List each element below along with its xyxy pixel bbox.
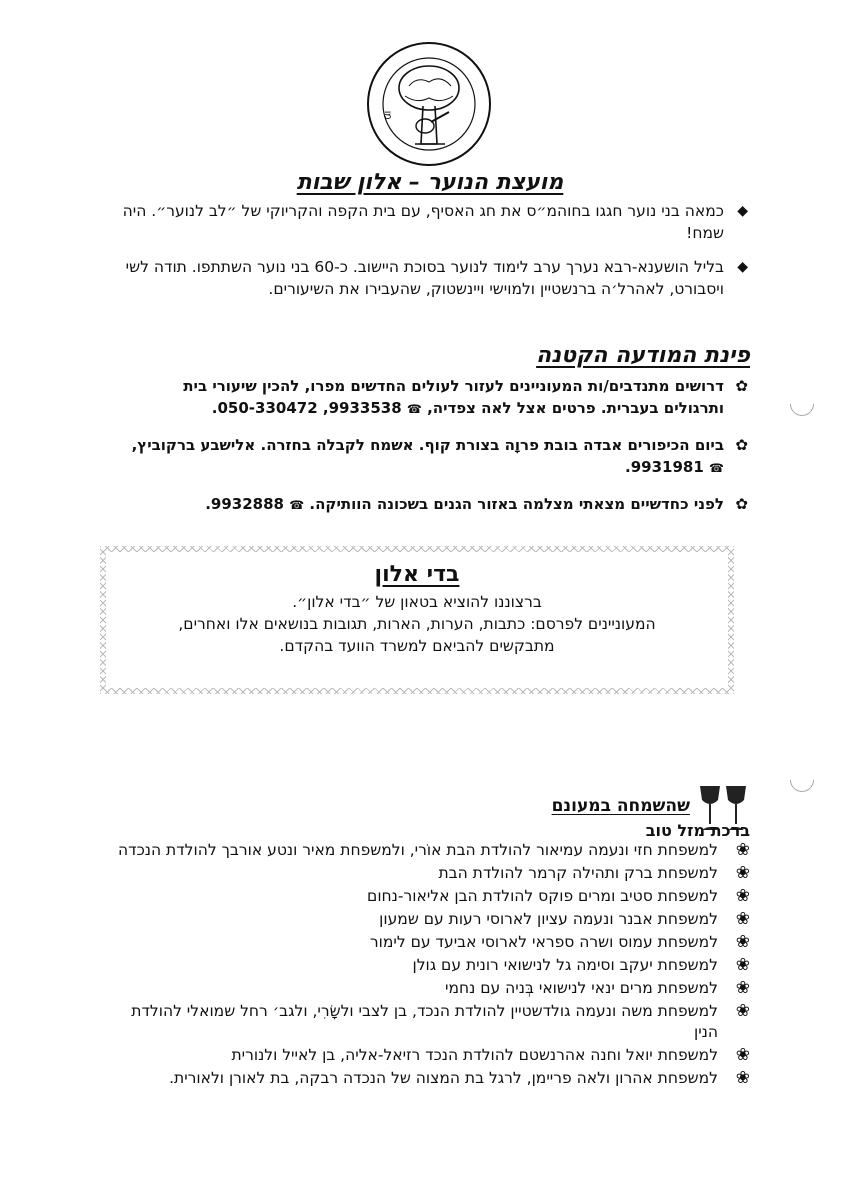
list-item: ❀ למשפחת מרים ינאי לנישואי בְּניה עם נחמי — [445, 978, 750, 998]
tree-guitar-emblem-icon — [365, 40, 493, 168]
flower-bullet-icon: ❀ — [735, 840, 750, 860]
punch-hole — [785, 387, 819, 421]
logo-ring-text: מו — [381, 110, 394, 121]
notice-box — [100, 546, 734, 694]
flower-bullet-icon: ✿ — [735, 495, 748, 513]
flower-bullet-icon: ❀ — [735, 932, 750, 952]
list-item: ❀ למשפחת סטיב ומרים פוקס להולדת הבן אליאור-נחום — [367, 886, 750, 906]
list-item: ❀ למשפחת חזי ונעמה עמיאור להולדת הבת אוֹרי, ולמשפחת מאיר ונטע אורבך להולדת הנכדה — [117, 840, 750, 860]
list-item: ✿ ביום הכיפורים אבדה בובת פרוָה בצורת קוף. אשמח לקבלה בחזרה. אלישבע ברקוביץ, ☎ 9931981. — [131, 436, 748, 476]
list-item: ❀ למשפחת יואל וחנה אהרנשטם להולדת הנכד רזיאל-אליה, בן לאייל ולנורית — [231, 1045, 750, 1065]
list-item: ❀ למשפחת ברק ותהילה קרמר להולדת הבת — [438, 863, 750, 883]
flower-bullet-icon: ❀ — [735, 886, 750, 906]
notice-title: בדי אלון — [374, 562, 460, 587]
list-item: ◆ כמאה בני נוער חגגו בחוהמ״ס את חג האסיף, עם בית הקפה והקריוקי של ״לב לנוער״. היה שמח! — [122, 202, 748, 242]
flower-bullet-icon: ❀ — [735, 909, 750, 929]
diamond-bullet-icon: ◆ — [737, 203, 748, 219]
youth-council-logo — [365, 40, 493, 168]
notice-line: המעוניינים לפרסם: כתבות, הערות, הארות, תגובות בנושאים אלו ואחרים, — [178, 615, 656, 633]
list-item: ❀ למשפחת עמוס ושרה ספראי לארוסי אביעד עם לימור — [369, 932, 750, 952]
flower-bullet-icon: ❀ — [735, 955, 750, 975]
phone-icon: ☎ — [709, 461, 724, 475]
flower-bullet-icon: ❀ — [735, 863, 750, 883]
list-item: ✿ לפני כחדשיים מצאתי מצלמה באזור הגנים בשכונה הוותיקה. ☎ 9932888. — [205, 495, 748, 513]
flower-bullet-icon: ✿ — [735, 436, 748, 454]
small-ads-title: פינת המודעה הקטנה — [536, 343, 750, 368]
list-item: ❀ למשפחת אבנר ונעמה עציון לארוסי רעות עם שמעון — [379, 909, 750, 929]
list-item: ✿ דרושים מתנדבים/ות המעוניינים לעזור לעולים החדשים מפרו, להכין שיעורי בית ותרגולים בעברית. פרטים אצל לאה צפדיה, ☎ 9933538, 050-330472. — [183, 377, 748, 417]
flower-bullet-icon: ❀ — [735, 1045, 750, 1065]
list-item: ❀ למשפחת אהרון ולאה פריימן, לרגל בת המצוה של הנכדה רבקה, בת לאורן ולאורית. — [169, 1068, 750, 1088]
flower-bullet-icon: ✿ — [735, 377, 748, 395]
celebrations-list — [104, 840, 754, 1091]
flower-bullet-icon: ❀ — [735, 1001, 750, 1021]
flower-bullet-icon: ❀ — [735, 1068, 750, 1088]
list-item: ❀ למשפחת יעקב וסימה גל לנישואי רונית עם גולן — [412, 955, 750, 975]
congratulations-subtitle: ברכת מזל טוב — [645, 821, 750, 840]
celebrations-title: שהשמחה במעונם — [551, 796, 690, 816]
list-item: ◆ בליל הושענא-רבא נערך ערב לימוד לנוער בסוכת היישוב. כ-60 בני נוער השתתפו. תודה לשי ויסבורט, לאהרל׳ה ברנשטיין ולמוישי ויינשטוק, שהעבירו את השיעורים. — [125, 258, 748, 298]
notice-line: מתבקשים להביאם למשרד הוועד בהקדם. — [279, 637, 555, 655]
notice-line: ברצוננו להוציא בטאון של ״בדי אלון״. — [292, 593, 542, 611]
phone-icon: ☎ — [406, 402, 422, 416]
phone-icon: ☎ — [289, 498, 305, 512]
diamond-bullet-icon: ◆ — [737, 259, 748, 275]
list-item: ❀ למשפחת משה ונעמה גולדשטיין להולדת הנכד, בן לצבי ולשָׂרִי, ולגב׳ רחל שמואלי להולדת הנין — [131, 1001, 750, 1041]
youth-news-list — [120, 200, 750, 312]
youth-council-title: מועצת הנוער – אלון שבות — [296, 170, 564, 195]
punch-hole — [785, 763, 819, 797]
flower-bullet-icon: ❀ — [735, 978, 750, 998]
small-ads-list — [130, 375, 750, 530]
